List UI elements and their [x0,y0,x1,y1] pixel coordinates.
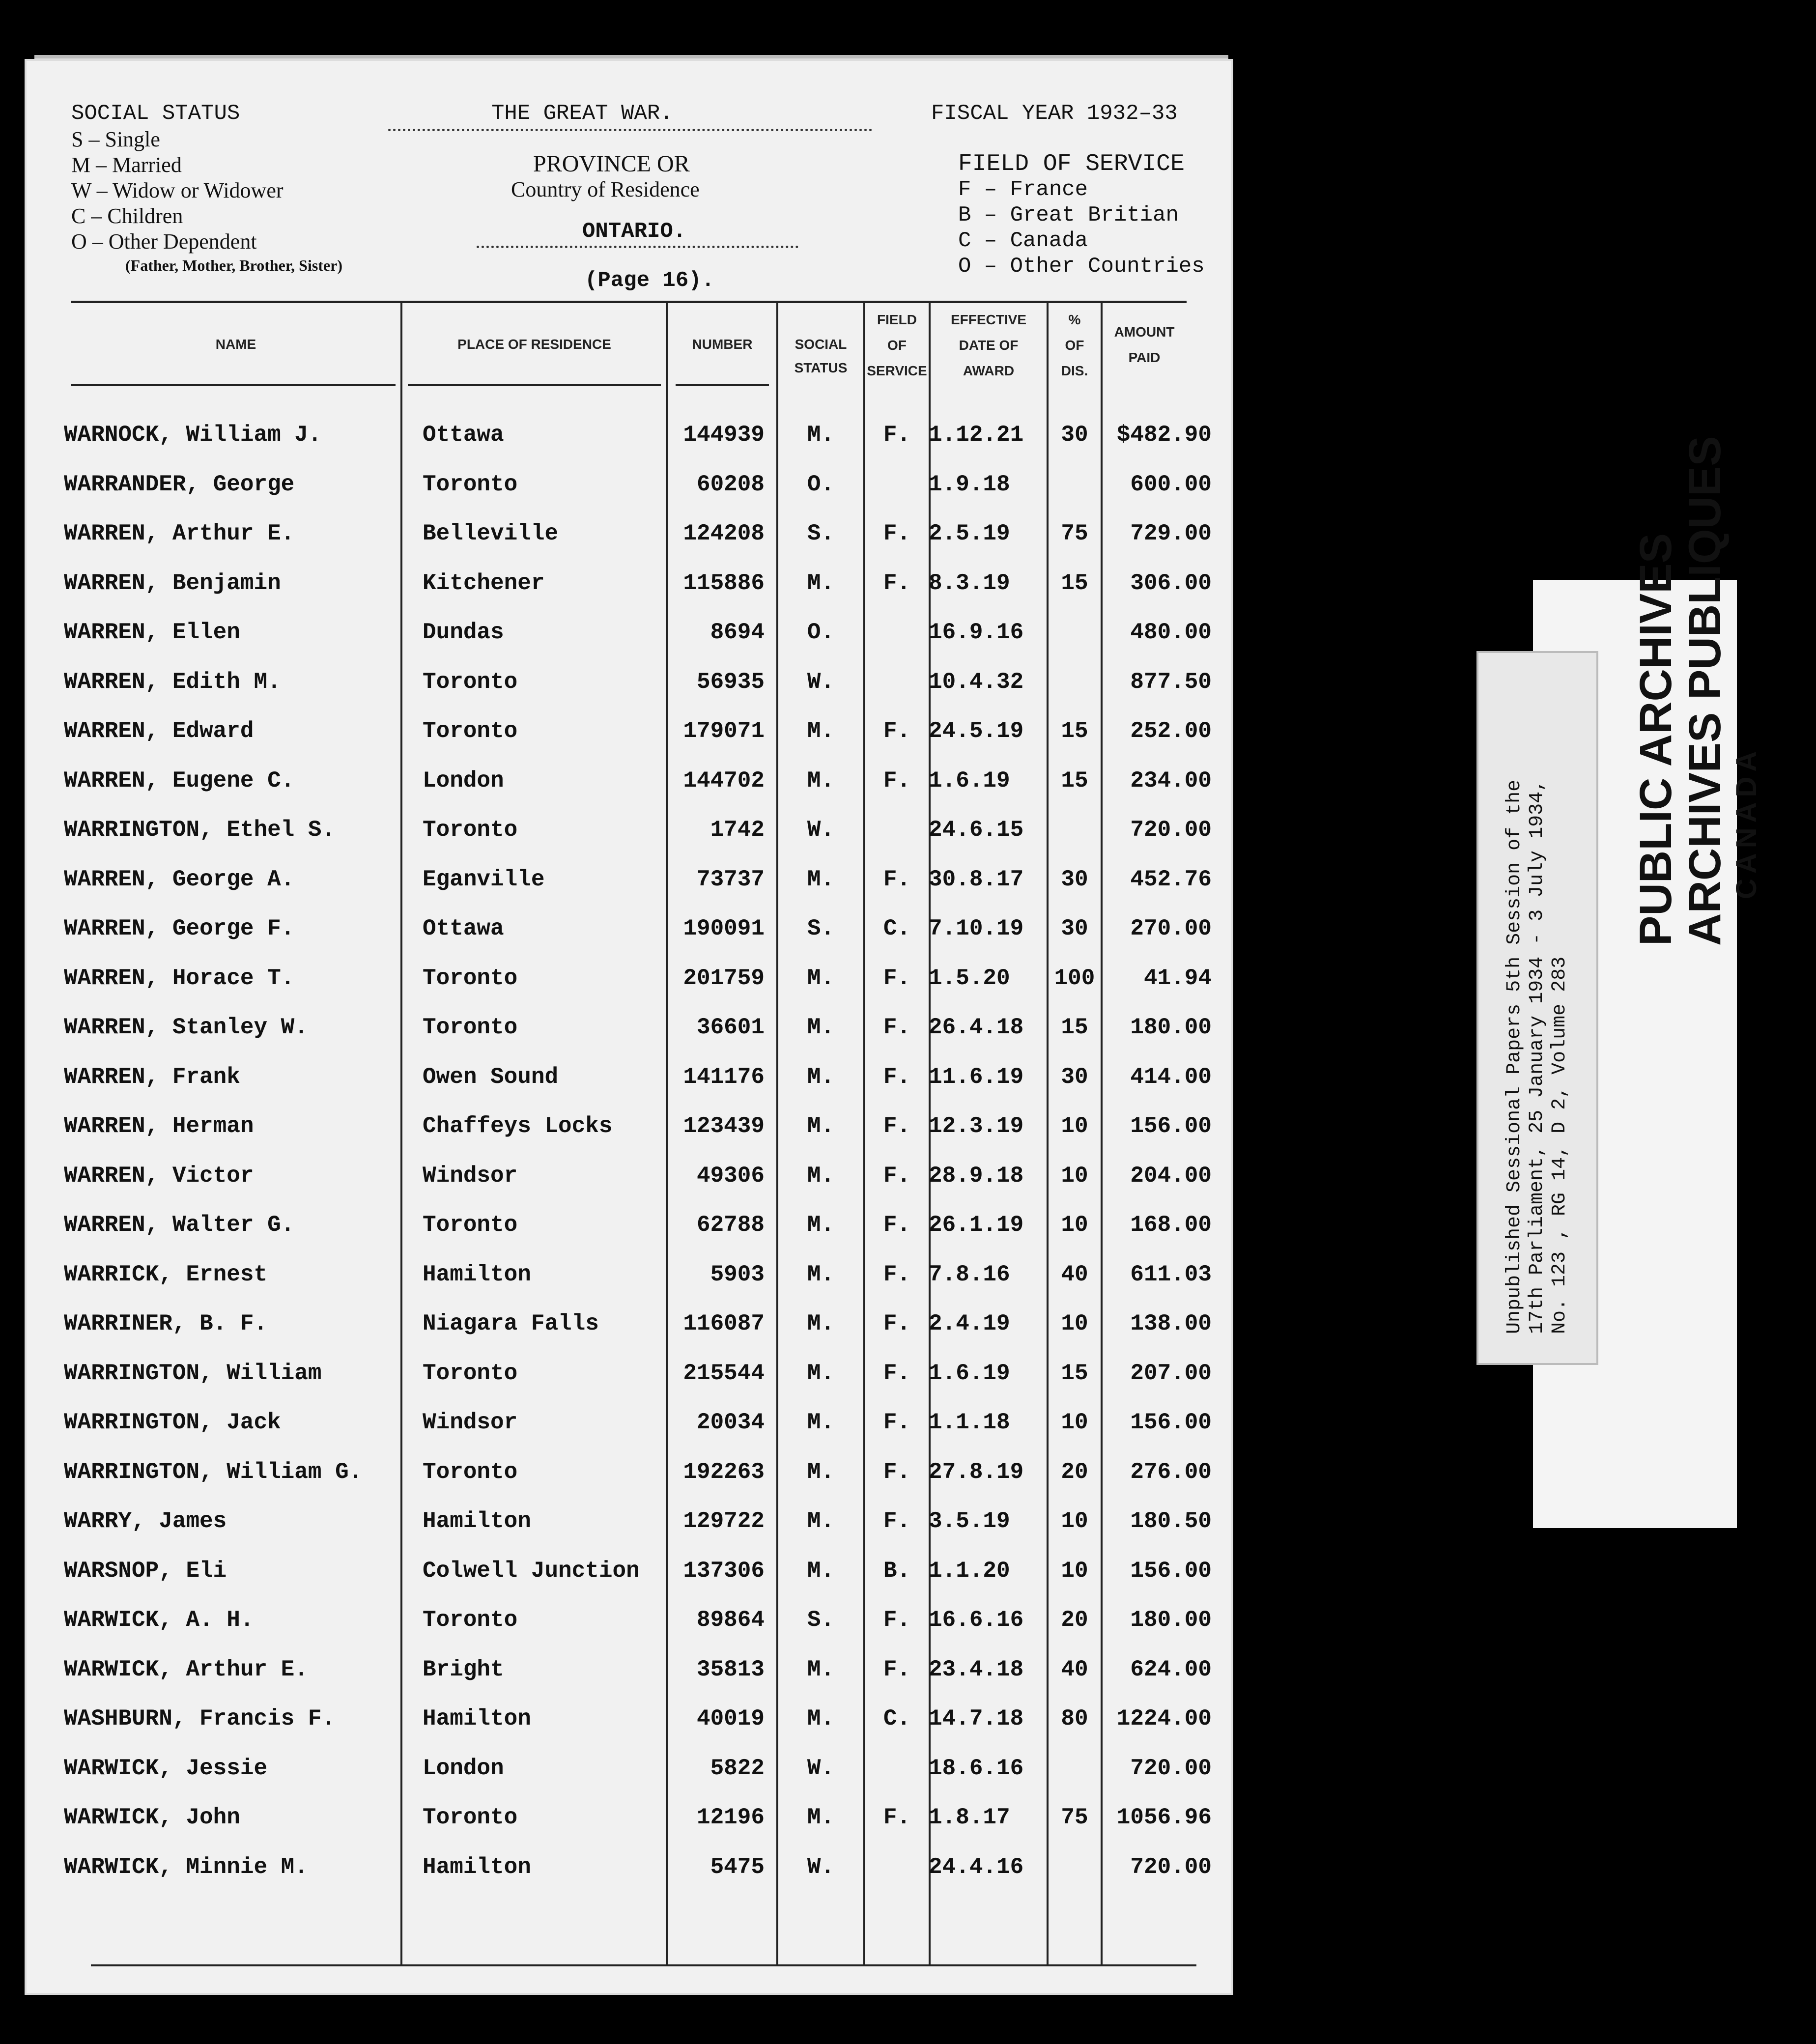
row-effective-date: 1.12.21 [929,422,1024,448]
row-name: WARREN, Ellen [64,620,240,645]
row-social-status: M. [807,1459,835,1485]
row-field-service: F. [883,1459,911,1485]
row-effective-date: 1.8.17 [929,1805,1010,1830]
field-of-service-item: F – France [958,177,1088,202]
row-percent-dis: 10 [1061,1410,1088,1435]
row-amount-paid: 720.00 [1130,817,1212,843]
column-divider [400,302,402,1965]
archive-label-line-1: PUBLIC ARCHIVES [1631,533,1681,946]
row-field-service: F. [883,1064,911,1090]
row-percent-dis: 10 [1061,1508,1088,1534]
column-header-date-line: AWARD [963,363,1015,378]
social-status-item: W – Widow or Widower [71,178,284,202]
row-effective-date: 16.9.16 [929,620,1024,645]
social-status-title: SOCIAL STATUS [71,101,240,126]
row-effective-date: 7.10.19 [929,916,1024,941]
row-effective-date: 2.5.19 [929,521,1010,546]
column-header-field-of-service [865,307,929,384]
column-header-field-line: FIELD [877,312,917,327]
row-percent-dis: 10 [1061,1558,1088,1584]
row-name: WARREN, Benjamin [64,570,281,596]
row-effective-date: 28.9.18 [929,1163,1024,1189]
row-effective-date: 16.6.16 [929,1607,1024,1633]
row-amount-paid: 1056.96 [1116,1805,1212,1830]
row-residence: Toronto [423,1459,518,1485]
row-amount-paid: 270.00 [1130,916,1212,941]
row-name: WARWICK, Minnie M. [64,1854,308,1880]
table-bottom-rule [91,1964,1196,1966]
row-number: 144939 [683,422,765,448]
row-number: 215544 [683,1361,765,1386]
row-name: WARREN, Arthur E. [64,521,295,546]
row-effective-date: 3.5.19 [929,1508,1010,1534]
row-residence: Windsor [423,1163,518,1189]
row-effective-date: 7.8.16 [929,1262,1010,1287]
row-effective-date: 8.3.19 [929,570,1010,596]
row-social-status: M. [807,1015,835,1040]
row-residence: Toronto [423,718,518,744]
row-field-service: F. [883,1361,911,1386]
column-header-amount-paid [1103,319,1186,370]
row-field-service: F. [883,965,911,991]
row-percent-dis: 10 [1061,1113,1088,1139]
column-header-pct-line: % [1068,312,1081,327]
row-amount-paid: 276.00 [1130,1459,1212,1485]
archive-label-line-2: ARCHIVES PUBLIQUES [1680,436,1730,946]
row-residence: Toronto [423,472,518,497]
row-effective-date: 30.8.17 [929,867,1024,892]
row-amount-paid: 156.00 [1130,1410,1212,1435]
row-residence: Chaffeys Locks [423,1113,613,1139]
row-residence: Toronto [423,965,518,991]
archive-label-line-3: CANADA [1731,746,1762,899]
row-name: WARRINGTON, Jack [64,1410,281,1435]
row-name: WARWICK, Arthur E. [64,1657,308,1682]
archive-note-line-2: 17th Parliament, 25 January 1934 - 3 July 1934, [1526,779,1548,1334]
row-number: 36601 [696,1015,765,1040]
social-status-item: C – Children [71,204,183,228]
row-percent-dis: 30 [1061,1064,1088,1090]
row-percent-dis: 15 [1061,768,1088,794]
row-social-status: M. [807,1558,835,1584]
row-name: WARREN, George A. [64,867,295,892]
row-amount-paid: 207.00 [1130,1361,1212,1386]
row-percent-dis: 20 [1061,1459,1088,1485]
row-amount-paid: 41.94 [1143,965,1212,991]
row-percent-dis: 30 [1061,422,1088,448]
province-value: ONTARIO. [582,219,686,244]
row-effective-date: 24.5.19 [929,718,1024,744]
row-social-status: M. [807,1113,835,1139]
row-social-status: M. [807,570,835,596]
column-header-effective-date [931,307,1047,384]
row-social-status: M. [807,768,835,794]
row-residence: Ottawa [423,916,504,941]
row-residence: Niagara Falls [423,1311,599,1336]
row-field-service: F. [883,1508,911,1534]
row-social-status: M. [807,718,835,744]
row-social-status: S. [807,1607,835,1633]
row-number: 1742 [710,817,765,843]
row-name: WARWICK, Jessie [64,1756,268,1781]
row-number: 60208 [696,472,765,497]
row-name: WARREN, Edith M. [64,669,281,695]
social-status-item: S – Single [71,127,160,151]
row-percent-dis: 75 [1061,521,1088,546]
row-field-service: F. [883,1015,911,1040]
row-field-service: F. [883,1113,911,1139]
table-top-rule [71,301,1187,303]
column-header-field-line: OF [887,338,907,353]
row-number: 62788 [696,1212,765,1238]
row-amount-paid: 168.00 [1130,1212,1212,1238]
row-amount-paid: 720.00 [1130,1854,1212,1880]
row-field-service: F. [883,1212,911,1238]
row-percent-dis: 30 [1061,867,1088,892]
row-residence: Hamilton [423,1854,531,1880]
row-number: 141176 [683,1064,765,1090]
row-name: WARSNOP, Eli [64,1558,227,1584]
row-amount-paid: 156.00 [1130,1558,1212,1584]
row-percent-dis: 10 [1061,1311,1088,1336]
country-label: Country of Residence [511,177,700,201]
row-effective-date: 1.1.18 [929,1410,1010,1435]
row-number: 123439 [683,1113,765,1139]
row-residence: Toronto [423,1805,518,1830]
row-field-service: F. [883,1607,911,1633]
row-percent-dis: 20 [1061,1607,1088,1633]
field-of-service-title: FIELD OF SERVICE [958,151,1185,177]
column-header-pct-line: DIS. [1061,363,1088,378]
row-field-service: C. [883,1706,911,1732]
row-field-service: F. [883,570,911,596]
row-name: WARREN, Edward [64,718,254,744]
row-amount-paid: 156.00 [1130,1113,1212,1139]
row-name: WARREN, Walter G. [64,1212,295,1238]
row-number: 5822 [710,1756,765,1781]
row-residence: Toronto [423,1212,518,1238]
row-field-service: F. [883,1163,911,1189]
row-name: WARWICK, John [64,1805,240,1830]
row-social-status: M. [807,1311,835,1336]
row-name: WARNOCK, William J. [64,422,322,448]
fiscal-year: FISCAL YEAR 1932–33 [931,101,1178,126]
number-header-rule [676,384,769,386]
row-number: 35813 [696,1657,765,1682]
row-social-status: M. [807,1706,835,1732]
row-residence: Toronto [423,1015,518,1040]
row-percent-dis: 40 [1061,1657,1088,1682]
archive-label-note [1504,780,1571,1334]
row-social-status: M. [807,1410,835,1435]
row-residence: Hamilton [423,1706,531,1732]
row-number: 190091 [683,916,765,941]
row-field-service: F. [883,867,911,892]
row-residence: Owen Sound [423,1064,559,1090]
row-name: WARWICK, A. H. [64,1607,254,1633]
row-residence: Dundas [423,620,504,645]
row-percent-dis: 15 [1061,570,1088,596]
row-field-service: F. [883,1311,911,1336]
row-social-status: O. [807,472,835,497]
row-amount-paid: 180.00 [1130,1607,1212,1633]
row-social-status: W. [807,669,835,695]
row-amount-paid: 480.00 [1130,620,1212,645]
field-of-service-item: C – Canada [958,228,1088,253]
row-amount-paid: 624.00 [1130,1657,1212,1682]
row-social-status: M. [807,965,835,991]
column-header-amount-line: PAID [1128,350,1161,365]
row-number: 192263 [683,1459,765,1485]
column-header-social-line: STATUS [794,360,848,375]
row-effective-date: 1.6.19 [929,768,1010,794]
row-number: 56935 [696,669,765,695]
row-residence: Toronto [423,1607,518,1633]
column-header-social-status [778,332,863,381]
row-social-status: W. [807,1854,835,1880]
row-social-status: S. [807,916,835,941]
row-social-status: M. [807,1212,835,1238]
row-social-status: M. [807,1064,835,1090]
row-social-status: M. [807,867,835,892]
row-residence: Windsor [423,1410,518,1435]
row-effective-date: 1.6.19 [929,1361,1010,1386]
row-number: 201759 [683,965,765,991]
column-header-residence: PLACE OF RESIDENCE [457,337,611,352]
row-residence: Belleville [423,521,559,546]
row-percent-dis: 30 [1061,916,1088,941]
row-name: WARRY, James [64,1508,227,1534]
row-number: 40019 [696,1706,765,1732]
row-number: 73737 [696,867,765,892]
row-number: 8694 [710,620,765,645]
row-amount-paid: 180.00 [1130,1015,1212,1040]
residence-header-rule [408,384,661,386]
row-effective-date: 11.6.19 [929,1064,1024,1090]
row-effective-date: 1.5.20 [929,965,1010,991]
row-number: 89864 [696,1607,765,1633]
row-residence: Kitchener [423,570,545,596]
row-effective-date: 1.9.18 [929,472,1010,497]
row-name: WARREN, Eugene C. [64,768,295,794]
row-amount-paid: 600.00 [1130,472,1212,497]
field-of-service-item: B – Great Britian [958,203,1179,227]
row-effective-date: 18.6.16 [929,1756,1024,1781]
row-percent-dis: 80 [1061,1706,1088,1732]
row-field-service: F. [883,768,911,794]
column-header-field-line: SERVICE [867,363,927,378]
name-header-rule [71,384,396,386]
row-amount-paid: 306.00 [1130,570,1212,596]
row-field-service: F. [883,1657,911,1682]
column-header-amount-line: AMOUNT [1114,324,1175,340]
row-amount-paid: 204.00 [1130,1163,1212,1189]
row-social-status: M. [807,1805,835,1830]
row-number: 12196 [696,1805,765,1830]
row-name: WARRINGTON, William G. [64,1459,363,1485]
row-amount-paid: 729.00 [1130,521,1212,546]
row-name: WARRICK, Ernest [64,1262,268,1287]
row-amount-paid: 180.50 [1130,1508,1212,1534]
column-header-name: NAME [215,337,256,352]
field-of-service-item: O – Other Countries [958,254,1205,279]
row-name: WARREN, Horace T. [64,965,295,991]
row-number: 20034 [696,1410,765,1435]
row-field-service: F. [883,1805,911,1830]
province-label: PROVINCE OR [533,151,690,177]
row-residence: Hamilton [423,1508,531,1534]
row-social-status: M. [807,1361,835,1386]
row-field-service: F. [883,521,911,546]
row-percent-dis: 15 [1061,1015,1088,1040]
row-number: 116087 [683,1311,765,1336]
row-amount-paid: 234.00 [1130,768,1212,794]
row-residence: Toronto [423,669,518,695]
row-name: WARRINGTON, Ethel S. [64,817,336,843]
column-header-number: NUMBER [692,337,753,352]
row-effective-date: 14.7.18 [929,1706,1024,1732]
row-number: 179071 [683,718,765,744]
row-field-service: B. [883,1558,911,1584]
row-effective-date: 24.6.15 [929,817,1024,843]
row-field-service: F. [883,422,911,448]
row-field-service: F. [883,1410,911,1435]
row-number: 129722 [683,1508,765,1534]
row-effective-date: 24.4.16 [929,1854,1024,1880]
row-name: WARRINGTON, William [64,1361,322,1386]
province-dotted-line [477,246,798,248]
row-effective-date: 23.4.18 [929,1657,1024,1682]
column-header-social-line: SOCIAL [794,337,847,352]
row-residence: Toronto [423,817,518,843]
row-amount-paid: 1224.00 [1116,1706,1212,1732]
row-effective-date: 10.4.32 [929,669,1024,695]
row-amount-paid: $482.90 [1116,422,1212,448]
row-amount-paid: 611.03 [1130,1262,1212,1287]
column-header-date-line: EFFECTIVE [950,312,1026,327]
row-residence: Bright [423,1657,504,1682]
row-field-service: F. [883,718,911,744]
social-status-note: (Father, Mother, Brother, Sister) [125,256,342,274]
row-name: WARREN, George F. [64,916,295,941]
row-effective-date: 26.4.18 [929,1015,1024,1040]
archive-note-line-3: No. 123 , RG 14, D 2, Volume 283 [1549,956,1571,1334]
row-number: 137306 [683,1558,765,1584]
column-header-date-line: DATE OF [959,338,1019,353]
row-percent-dis: 10 [1061,1212,1088,1238]
archive-label-text [1631,436,1764,946]
row-amount-paid: 414.00 [1130,1064,1212,1090]
row-effective-date: 2.4.19 [929,1311,1010,1336]
row-social-status: M. [807,1262,835,1287]
row-social-status: W. [807,817,835,843]
row-field-service: C. [883,916,911,941]
row-social-status: M. [807,1657,835,1682]
row-name: WARRANDER, George [64,472,295,497]
row-name: WARREN, Victor [64,1163,254,1189]
row-social-status: S. [807,521,835,546]
row-social-status: W. [807,1756,835,1781]
row-field-service: F. [883,1262,911,1287]
social-status-item: M – Married [71,153,182,177]
row-residence: Hamilton [423,1262,531,1287]
row-number: 144702 [683,768,765,794]
column-header-percent-disability [1049,307,1101,384]
row-percent-dis: 15 [1061,1361,1088,1386]
row-effective-date: 26.1.19 [929,1212,1024,1238]
row-percent-dis: 15 [1061,718,1088,744]
row-number: 115886 [683,570,765,596]
row-amount-paid: 252.00 [1130,718,1212,744]
row-name: WARREN, Stanley W. [64,1015,308,1040]
row-amount-paid: 877.50 [1130,669,1212,695]
column-header-pct-line: OF [1065,338,1084,353]
row-percent-dis: 75 [1061,1805,1088,1830]
row-residence: London [423,1756,504,1781]
row-percent-dis: 10 [1061,1163,1088,1189]
row-amount-paid: 452.76 [1130,867,1212,892]
row-social-status: M. [807,1508,835,1534]
row-number: 5903 [710,1262,765,1287]
row-number: 124208 [683,521,765,546]
row-social-status: M. [807,422,835,448]
row-name: WARREN, Herman [64,1113,254,1139]
row-residence: Eganville [423,867,545,892]
row-effective-date: 27.8.19 [929,1459,1024,1485]
row-effective-date: 1.1.20 [929,1558,1010,1584]
page-number: (Page 16). [585,268,715,293]
row-residence: Ottawa [423,422,504,448]
row-effective-date: 12.3.19 [929,1113,1024,1139]
row-residence: Toronto [423,1361,518,1386]
row-percent-dis: 100 [1054,965,1095,991]
document-title: THE GREAT WAR. [491,101,673,126]
row-social-status: M. [807,1163,835,1189]
row-amount-paid: 138.00 [1130,1311,1212,1336]
title-dotted-line [388,129,872,131]
row-social-status: O. [807,620,835,645]
row-name: WASHBURN, Francis F. [64,1706,336,1732]
row-number: 49306 [696,1163,765,1189]
social-status-item: O – Other Dependent [71,229,257,254]
row-percent-dis: 40 [1061,1262,1088,1287]
row-name: WARRINER, B. F. [64,1311,268,1336]
row-residence: Colwell Junction [423,1558,640,1584]
row-amount-paid: 720.00 [1130,1756,1212,1781]
row-name: WARREN, Frank [64,1064,240,1090]
archive-note-line-1: Unpublished Sessional Papers 5th Session of the [1504,779,1526,1334]
row-number: 5475 [710,1854,765,1880]
row-residence: London [423,768,504,794]
